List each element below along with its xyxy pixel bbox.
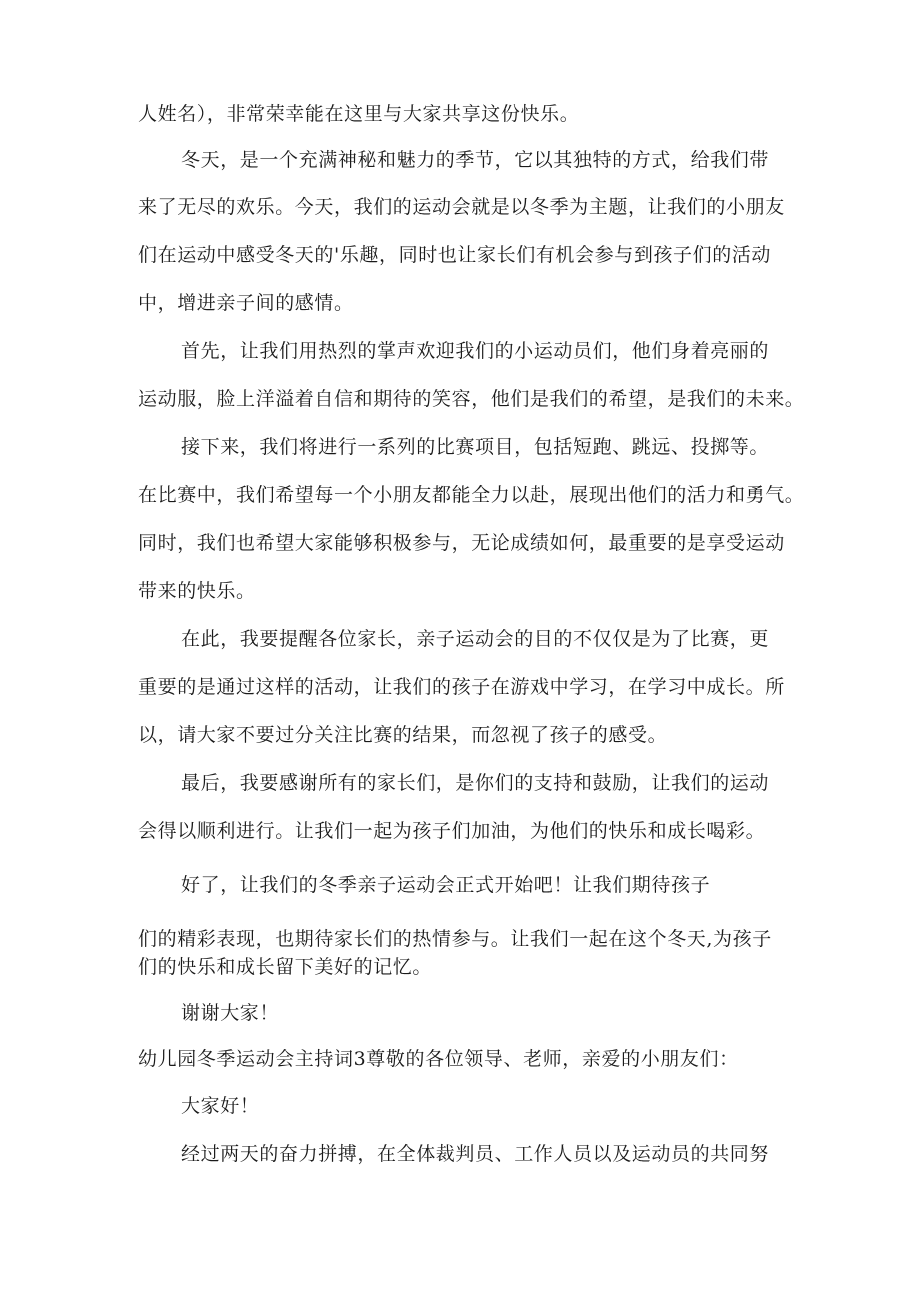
text-line-22: 大家好！ [181, 1095, 260, 1117]
text-line-23: 经过两天的奋力拼搏，在全体裁判员、工作人员以及运动员的共同努 [181, 1143, 770, 1165]
text-line-15: 最后，我要感谢所有的家长们，是你们的支持和鼓励，让我们的运动 [181, 772, 770, 794]
text-line-10: 同时，我们也希望大家能够积极参与，无论成绩如何，最重要的是享受运动 [138, 532, 785, 554]
text-line-3: 来了无尽的欢乐。今天，我们的运动会就是以冬季为主题，让我们的小朋友 [138, 196, 785, 218]
text-line-1: 人姓名），非常荣幸能在这里与大家共享这份快乐。 [138, 103, 580, 125]
text-line-17: 好了，让我们的冬季亲子运动会正式开始吧！让我们期待孩子 [181, 874, 711, 896]
text-line-21: 幼儿园冬季运动会主持词3尊敬的各位领导、老师，亲爱的小朋友们： [138, 1048, 739, 1070]
text-line-20: 谢谢大家！ [181, 1002, 280, 1024]
text-line-5: 中，增进亲子间的感情。 [138, 292, 354, 314]
text-line-19: 们的快乐和成长留下美好的记忆。 [138, 956, 433, 978]
text-line-14: 以，请大家不要过分关注比赛的结果，而忽视了孩子的感受。 [138, 724, 668, 746]
text-line-12: 在此，我要提醒各位家长，亲子运动会的目的不仅仅是为了比赛，更 [181, 628, 770, 650]
text-line-7: 运动服，脸上洋溢着自信和期待的笑容，他们是我们的希望，是我们的未来。 [138, 388, 805, 410]
text-line-2: 冬天，是一个充满神秘和魅力的季节，它以其独特的方式，给我们带 [181, 149, 770, 171]
text-line-13: 重要的是通过这样的活动，让我们的孩子在游戏中学习，在学习中成长。所 [138, 676, 785, 698]
text-line-11: 带来的快乐。 [138, 580, 256, 602]
text-line-8: 接下来，我们将进行一系列的比赛项目，包括短跑、跳远、投掷等。 [181, 436, 770, 458]
text-line-4: 们在运动中感受冬天的'乐趣，同时也让家长们有机会参与到孩子们的活动 [138, 244, 772, 266]
text-line-16: 会得以顺利进行。让我们一起为孩子们加油，为他们的快乐和成长喝彩。 [138, 820, 766, 842]
text-line-9: 在比赛中，我们希望每一个小朋友都能全力以赴，展现出他们的活力和勇气。 [138, 484, 805, 506]
text-line-6: 首先，让我们用热烈的掌声欢迎我们的小运动员们，他们身着亮丽的 [181, 340, 770, 362]
text-line-18: 们的精彩表现，也期待家长们的热情参与。让我们一起在这个冬天,为孩子 [138, 928, 772, 950]
